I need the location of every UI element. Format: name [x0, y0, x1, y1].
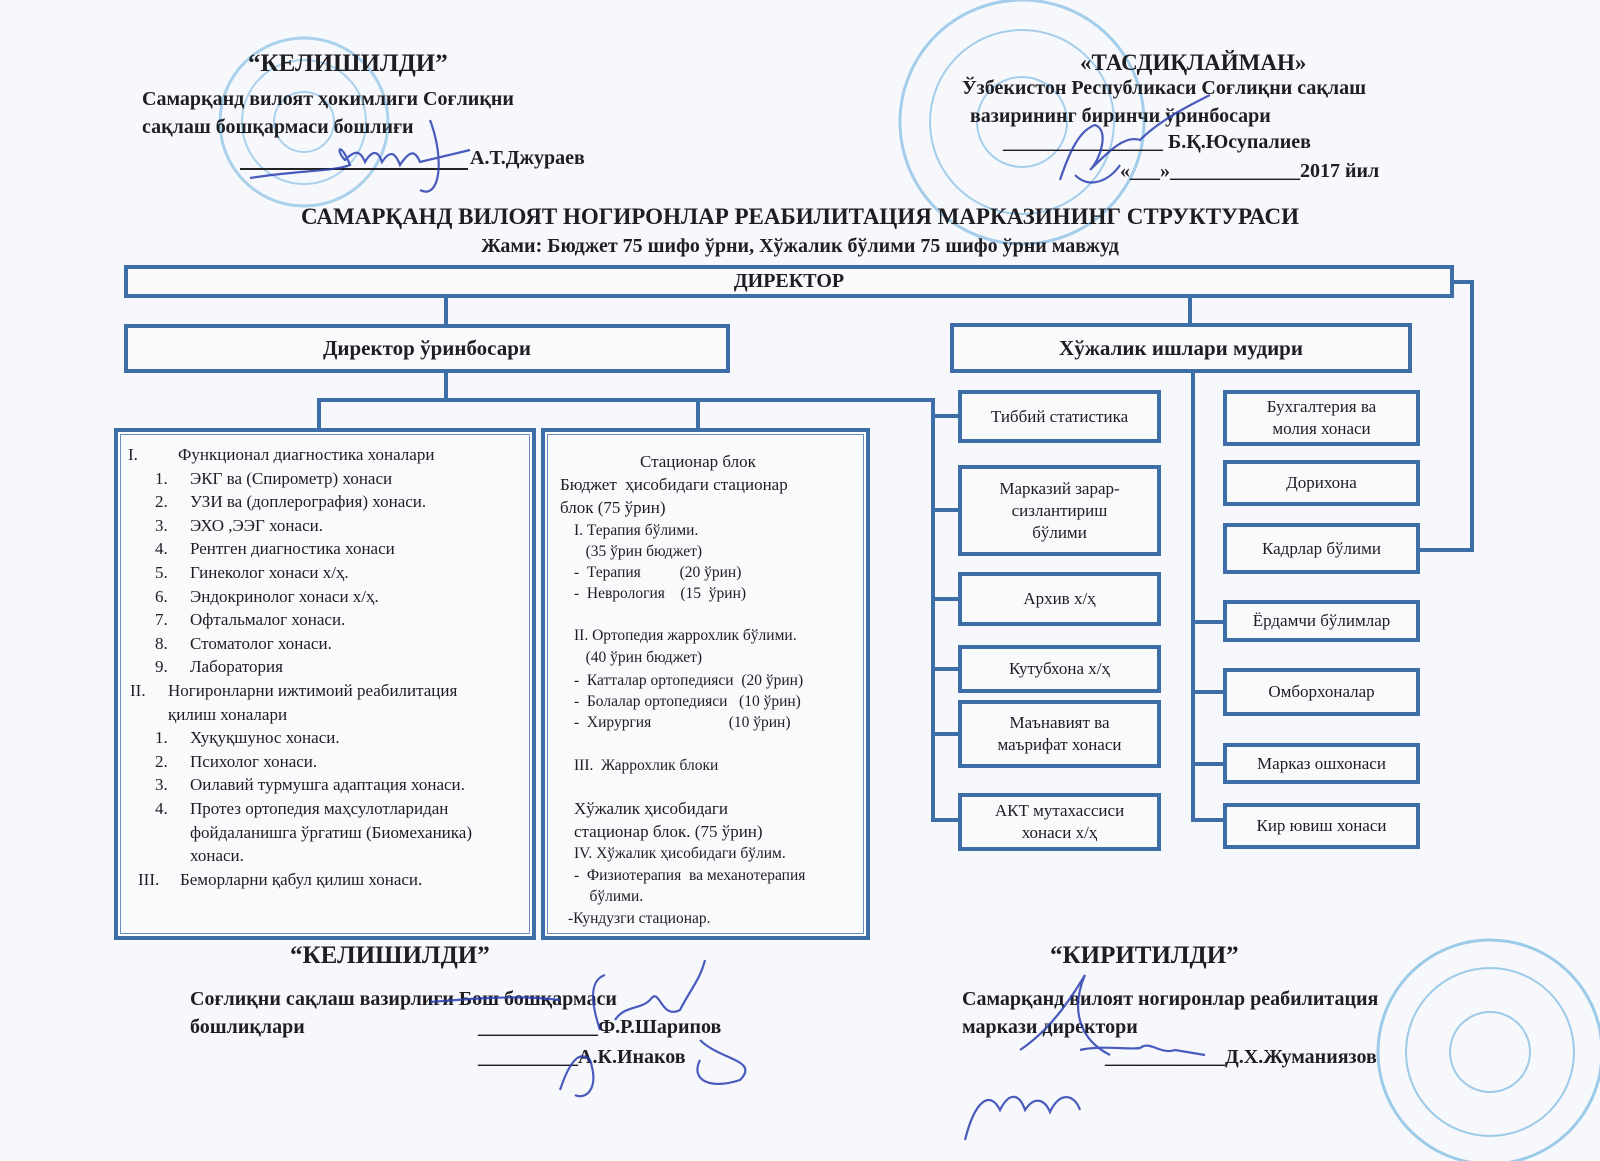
item-text: Лаборатория — [190, 657, 283, 677]
connector — [1418, 548, 1474, 552]
section-heading — [128, 443, 528, 467]
item-number: 2. — [155, 492, 168, 512]
list-item — [128, 608, 528, 632]
section-title: Функционал диагностика хоналари — [178, 445, 435, 464]
deputy-director-label: Директор ўринбосари — [322, 336, 532, 360]
item-text: ЭКГ ва (Спирометр) хонаси — [190, 468, 393, 488]
household-head-box — [950, 323, 1412, 373]
item-number: 6. — [155, 586, 168, 606]
list-item — [128, 561, 528, 585]
item-number: 4. — [155, 798, 168, 818]
unit-ict-specialist — [958, 793, 1161, 851]
unit-archive — [958, 572, 1161, 626]
connector — [931, 732, 959, 736]
connector — [444, 296, 448, 326]
unit-spirituality — [958, 700, 1161, 768]
section-title: Беморларни қабул қилиш хонаси. — [180, 869, 423, 889]
inpatient-line: II. Ортопедия жаррохлик бўлими. — [574, 627, 797, 644]
unit-auxiliary — [1223, 600, 1420, 642]
approval-left-name: А.Т.Джураев — [470, 147, 585, 169]
connector — [1191, 762, 1225, 766]
diagnostics-box — [114, 428, 536, 940]
item-text: Эндокринолог хонаси х/ҳ. — [190, 586, 379, 606]
stamp-bottom-right — [1378, 940, 1600, 1161]
unit-label: Омборхоналар — [1268, 682, 1375, 701]
unit-label: АКТ мутахассиси хонаси х/ҳ — [994, 801, 1125, 842]
connector — [1188, 296, 1192, 326]
connector — [1191, 690, 1225, 694]
unit-label: Архив х/ҳ — [1023, 589, 1096, 608]
inpatient-line: -Кундузги стационар. — [568, 910, 711, 927]
section-heading — [128, 679, 528, 726]
inpatient-line: IV. Хўжалик ҳисобидаги бўлим. — [574, 845, 786, 862]
inpatient-line: Бюджет ҳисобидаги стационар — [560, 475, 788, 494]
connector — [931, 667, 959, 671]
item-number: 8. — [155, 633, 168, 653]
connector — [317, 398, 321, 430]
item-number: 4. — [155, 539, 168, 559]
item-text: Психолог хонаси. — [190, 751, 318, 771]
unit-hr — [1223, 523, 1420, 574]
unit-label: Тиббий статистика — [990, 406, 1129, 426]
unit-pharmacy — [1223, 460, 1420, 506]
approval-date: «___»_____________2017 йил — [1120, 160, 1380, 182]
item-text: Оилавий турмушга адаптация хонаси. — [190, 775, 465, 795]
unit-label: Кадрлар бўлими — [1262, 538, 1381, 558]
connector — [1191, 620, 1225, 624]
item-number: 2. — [155, 751, 168, 771]
unit-label: Бухгалтерия ва молия хонаси — [1266, 397, 1377, 438]
list-item — [128, 490, 528, 514]
item-number: 5. — [155, 562, 168, 582]
unit-accounting — [1223, 390, 1420, 446]
inpatient-line: стационар блок. (75 ўрин) — [574, 822, 763, 841]
agreed-bottom-line2: бошлиқлари — [190, 1016, 305, 1038]
inpatient-line: - Физиотерапия ва механотерапия — [574, 867, 806, 884]
submitted-name: ____________Д.Х.Жуманиязов — [1105, 1046, 1377, 1068]
inpatient-line: Хўжалик ҳисобидаги — [574, 799, 728, 818]
connector — [931, 398, 935, 822]
connector — [931, 597, 959, 601]
inpatient-line: бўлими. — [574, 888, 644, 905]
item-number: 3. — [155, 775, 168, 795]
unit-disinfection — [958, 465, 1161, 556]
connector — [931, 414, 959, 418]
agreed-bottom-name2: __________А.К.Инаков — [478, 1046, 686, 1068]
connector — [696, 398, 700, 430]
inpatient-line: - Терапия (20 ўрин) — [574, 564, 742, 581]
item-text: Рентген диагностика хонаси — [190, 539, 395, 559]
director-label: ДИРЕКТОР — [733, 270, 845, 292]
inpatient-line: III. Жаррохлик блоки — [574, 757, 719, 774]
submitted-heading: “КИРИТИЛДИ” — [1050, 942, 1239, 969]
unit-label: Марказий зарар-сизлантириш бўлими — [999, 478, 1120, 542]
item-text: Протез ортопедия маҳсулотларидан фойдаланишга ўргатиш (Биомеханика) хонаси. — [190, 798, 472, 866]
inpatient-line: (35 ўрин бюджет) — [574, 543, 703, 560]
item-text: ЭХО ,ЭЭГ хонаси. — [190, 515, 323, 535]
inpatient-line: - Хирургия (10 ўрин) — [574, 714, 791, 731]
list-item — [128, 537, 528, 561]
inpatient-line: I. Терапия бўлими. — [574, 522, 699, 539]
item-text: Гинеколог хонаси х/ҳ. — [190, 562, 349, 582]
unit-library — [958, 645, 1161, 693]
section-title: Ногиронларни ижтимоий реабилитация қилиш хоналари — [168, 680, 458, 724]
list-item — [128, 514, 528, 538]
household-head-label: Хўжалик ишлари мудири — [1059, 335, 1303, 360]
item-text: Офтальмалог хонаси. — [190, 610, 346, 630]
item-text: Хуқуқшунос хонаси. — [190, 728, 340, 748]
unit-laundry — [1223, 803, 1420, 849]
unit-warehouses — [1223, 668, 1420, 716]
submitted-line1: Самарқанд вилоят ногиронлар реабилитация — [962, 988, 1379, 1010]
approval-left-line2: сақлаш бошқармаси бошлиғи — [142, 116, 414, 138]
approval-left-heading: “КЕЛИШИЛДИ” — [248, 50, 448, 77]
unit-kitchen — [1223, 743, 1420, 784]
approval-left-line1: Самарқанд вилоят ҳокимлиги Соғлиқни — [142, 88, 514, 110]
approval-right-heading: «ТАСДИҚЛАЙМАН» — [1080, 50, 1307, 75]
inpatient-line: - Неврология (15 ўрин) — [574, 585, 747, 602]
connector — [317, 398, 935, 402]
list-item — [128, 797, 528, 868]
item-number: 7. — [155, 610, 168, 630]
section-number: III. — [138, 869, 160, 889]
signature-bottom-middle — [1020, 975, 1205, 1055]
agreed-bottom-name1: ____________Ф.Р.Шарипов — [478, 1016, 722, 1038]
director-box — [124, 265, 1454, 298]
inpatient-box — [541, 428, 870, 940]
item-text: УЗИ ва (доплерография) хонаси. — [190, 492, 427, 512]
deputy-director-box — [124, 324, 730, 373]
page-title: САМАРҚАНД ВИЛОЯТ НОГИРОНЛАР РЕАБИЛИТАЦИЯ МАРКАЗИНИНГ СТРУКТУРАСИ — [300, 204, 1300, 229]
unit-label: Марказ ошхонаси — [1257, 753, 1386, 773]
inpatient-line: блок (75 ўрин) — [560, 498, 666, 517]
list-item — [128, 726, 528, 750]
inpatient-line: - Катталар ортопедияси (20 ўрин) — [574, 672, 804, 689]
inpatient-line: Стационар блок — [640, 452, 756, 471]
item-number: 1. — [155, 728, 168, 748]
list-item — [128, 655, 528, 679]
section-number: I. — [128, 445, 138, 464]
list-item — [128, 467, 528, 491]
signature-bottom-left-director — [965, 1097, 1080, 1140]
list-item — [128, 773, 528, 797]
agreed-bottom-heading: “КЕЛИШИЛДИ” — [290, 942, 490, 969]
item-number: 9. — [155, 657, 168, 677]
approval-right-line2: вазирининг биринчи ўринбосари — [970, 105, 1271, 127]
item-number: 1. — [155, 468, 168, 488]
page-subtitle: Жами: Бюджет 75 шифо ўрни, Хўжалик бўлими 75 шифо ўрни мавжуд — [481, 235, 1119, 257]
unit-label: Дорихона — [1286, 473, 1357, 492]
unit-label: Кир ювиш хонаси — [1256, 816, 1387, 835]
signature-line — [240, 168, 468, 170]
list-item — [128, 750, 528, 774]
list-item — [128, 632, 528, 656]
submitted-line2: маркази директори — [962, 1016, 1138, 1038]
approval-right-line1: Ўзбекистон Республикаси Соғлиқни сақлаш — [962, 77, 1367, 99]
item-text: Стоматолог хонаси. — [190, 633, 332, 653]
section-heading — [128, 868, 528, 892]
list-item — [128, 585, 528, 609]
connector — [1191, 372, 1195, 822]
connector — [1470, 280, 1474, 552]
unit-label: Маънавият ва маърифат хонаси — [997, 713, 1122, 754]
inpatient-line: (40 ўрин бюджет) — [574, 649, 703, 666]
item-number: 3. — [155, 515, 168, 535]
connector — [931, 508, 959, 512]
inpatient-line: - Болалар ортопедияси (10 ўрин) — [574, 693, 801, 710]
connector — [1191, 818, 1225, 822]
unit-label: Ёрдамчи бўлимлар — [1252, 611, 1391, 630]
approval-right-name: ________________ Б.Қ.Юсупалиев — [1003, 131, 1311, 153]
section-number: II. — [130, 680, 146, 700]
unit-label: Кутубхона х/ҳ — [1008, 659, 1110, 678]
unit-medical-statistics — [958, 390, 1161, 443]
connector — [931, 818, 959, 822]
agreed-bottom-line1: Соғлиқни сақлаш вазирлиги Бош бошқармаси — [190, 988, 617, 1010]
